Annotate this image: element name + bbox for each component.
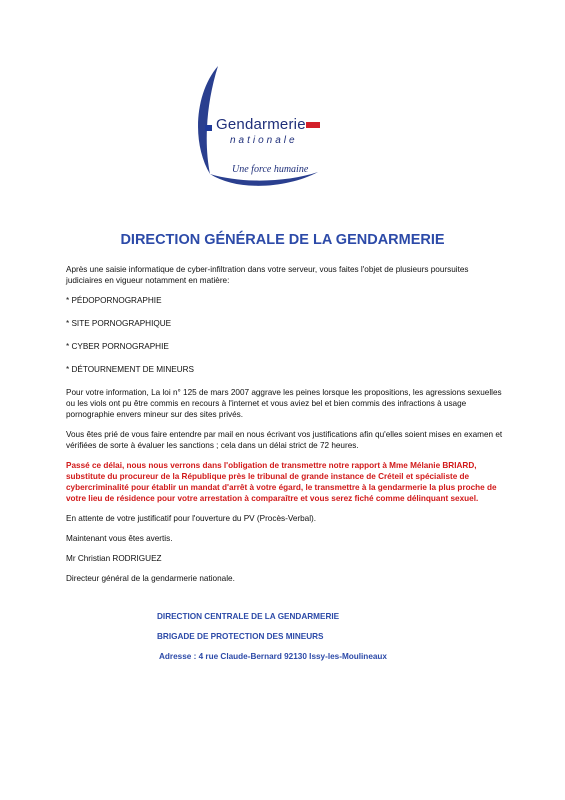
footer-line-2: BRIGADE DE PROTECTION DES MINEURS xyxy=(157,632,324,641)
signer-name: Mr Christian RODRIGUEZ xyxy=(66,554,162,563)
letter-body xyxy=(66,264,504,593)
offence-item: * SITE PORNOGRAPHIQUE xyxy=(66,319,172,328)
offence-item: * CYBER PORNOGRAPHIE xyxy=(66,342,169,351)
offence-item: * PÉDOPORNOGRAPHIE xyxy=(66,296,162,305)
flag-blue-mark xyxy=(205,125,212,131)
intro-paragraph: Après une saisie informatique de cyber-infiltration dans votre serveur, vous faites l'objet de plusieurs poursuites judiciaires en vigueur notamment en matière: xyxy=(66,265,469,285)
footer-block xyxy=(157,612,387,672)
info-paragraph: Pour votre information, La loi n° 125 de mars 2007 aggrave les peines lorsque les propositions, les agressions sexuelles ou les viols ont pu être commis en recours à l'internet et vous aviez bel et bien commis des infractions à usage pornographie envers mineur sur des sites privés. xyxy=(66,388,502,419)
logo-motto: Une force humaine xyxy=(232,164,309,175)
gendarmerie-logo xyxy=(188,64,348,194)
footer-address: Adresse : 4 rue Claude-Bernard 92130 Issy-les-Moulineaux xyxy=(159,652,387,661)
waiting-paragraph: En attente de votre justificatif pour l'ouverture du PV (Procès-Verbal). xyxy=(66,514,317,523)
signer-role: Directeur général de la gendarmerie nationale. xyxy=(66,574,235,583)
offence-item: * DÉTOURNEMENT DE MINEURS xyxy=(66,365,194,374)
warned-paragraph: Maintenant vous êtes avertis. xyxy=(66,534,173,543)
request-paragraph: Vous êtes prié de vous faire entendre par mail en nous écrivant vos justifications afin qu'elles soient mises en examen et vérifiées de sorte à évaluer les sanctions ; cela dans un délai strict de 72 heures. xyxy=(66,430,503,450)
logo-subtitle: nationale xyxy=(230,135,298,146)
flag-red-mark xyxy=(306,122,320,128)
footer-line-1: DIRECTION CENTRALE DE LA GENDARMERIE xyxy=(157,612,340,621)
warning-paragraph: Passé ce délai, nous nous verrons dans l'obligation de transmettre notre rapport à Mme Mélanie BRIARD, substitute du procureur de la République près le tribunal de grande instance de Créteil et spécialiste de cybercriminalité pour établir un mandat d'arrêt à votre égard, le transmettre à la gendarmerie la plus proche de votre lieu de résidence pour votre arrestation à comparaître et vous serez fiché comme délinquant sexuel. xyxy=(66,461,497,503)
logo-name: Gendarmerie xyxy=(216,116,306,133)
document-title: DIRECTION GÉNÉRALE DE LA GENDARMERIE xyxy=(120,232,445,248)
